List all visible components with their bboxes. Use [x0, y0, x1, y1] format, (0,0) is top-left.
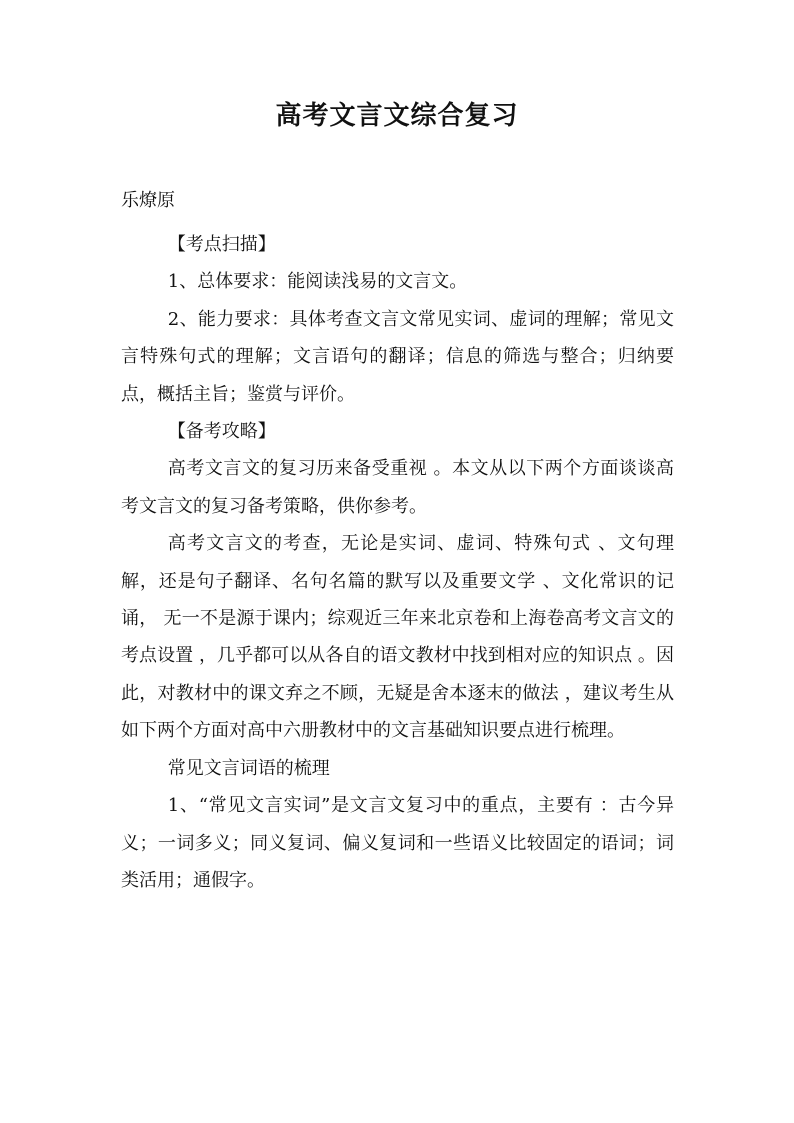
section-heading-vocabulary-review: 常见文言词语的梳理: [167, 757, 330, 779]
section-heading-exam-points: 【考点扫描】: [167, 234, 276, 255]
paragraph-content-words: 1、“常见文言实词”是文言文复习中的重点，主要有 ：古今异义；一词多义；同义复词、偏义复词和一些语义比较固定的语词；词类活用；通假字。: [121, 795, 674, 891]
document-title: 高考文言文综合复习: [275, 101, 519, 131]
paragraph-intro: 高考文言文的复习历来备受重视 。本文从以下两个方面谈谈高考文言文的复习备考策略，供你参考。: [121, 458, 674, 517]
paragraph-ability-requirement: 2、能力要求：具体考查文言文常见实词、虚词的理解；常见文言特殊句式的理解；文言语句的翻译；信息的筛选与整合；归纳要点，概括主旨；鉴赏与评价。: [121, 308, 674, 405]
section-heading-study-strategy: 【备考攻略】: [167, 421, 276, 443]
author-name: 乐燎原: [121, 190, 175, 211]
document-body: [121, 226, 674, 899]
paragraph-general-requirement: 1、总体要求：能阅读浅易的文言文。: [167, 271, 468, 293]
paragraph-exam-analysis: 高考文言文的考查，无论是实词、虚词、特殊句式 、文句理解，还是句子翻译、名句名篇的默写以及重要文学 、文化常识的记诵， 无一不是源于课内；综观近三年来北京卷和上海卷高考文言文的考点设置 ，几乎都可以从各自的语文教材中找到相对应的知识点 。因此，对教材中的课文弃之不顾，无疑是舍本逐末的做法 ，建议考生从如下两个方面对高中六册教材中的文言基础知识要点进行梳理。: [121, 533, 674, 742]
